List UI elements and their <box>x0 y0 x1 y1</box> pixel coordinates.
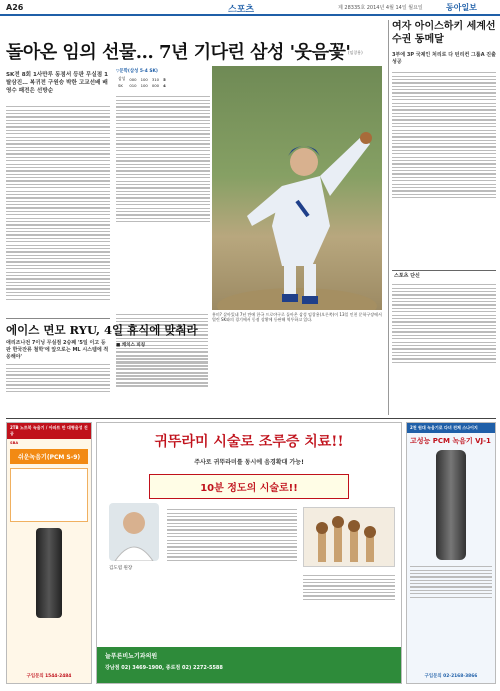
ad-right-specs <box>410 564 492 634</box>
second-headline: 에이스 면모 RYU, 4일 휴식에 맞춰라 <box>6 323 198 337</box>
table-row: 삼성 000 100 310 5 <box>118 76 166 82</box>
recorder-device-icon <box>436 450 466 560</box>
ad-center-footer <box>97 647 401 683</box>
ad-center-clinic[interactable] <box>96 422 402 684</box>
recorder-device-icon <box>36 528 62 618</box>
ad-left-brand: SBA <box>10 441 19 445</box>
ad-center-subhead: 주사로 귀뚜라미를 동시에 음경확대 가능! <box>194 459 304 466</box>
scoreboard-column <box>116 68 210 308</box>
second-lead: 애리조나전 7이닝 무실점 2승째 '5일 이고 등판 한국잔류 철학'에 앞으로는 ML 시스템에 적응해야' <box>6 340 109 360</box>
date-line: 제 28335호 2014년 4월 14일 월요일 <box>338 5 423 11</box>
ad-right-top: 2천 원대 녹음기로 다녀 전체 스나이지 <box>407 423 495 433</box>
ad-center-copy-2 <box>303 573 395 629</box>
score-heading: ▽문학(삼성 5-4 SK) <box>116 69 158 74</box>
main-headline: 돌아온 임의 선물… 7년 기다린 삼성 '웃음꽃' <box>6 42 351 63</box>
news-briefs <box>392 282 496 412</box>
ad-center-headline: 귀뚜라미 시술로 조루증 치료!! <box>154 434 344 450</box>
score-table <box>116 76 168 88</box>
photo-caption: 흥미? 살아있네 7년 만에 한국 프로야구로 돌아온 삼성 임창용(오른쪽)이 13일 인천 문학구장에서 열린 SK와의 경기에서 동점 상황에 등판해 역투하고 있다. <box>212 312 382 323</box>
kicker-rule <box>392 270 496 271</box>
clinic-phone: 강남점 02) 3469-1900, 종로점 02) 2272-5588 <box>105 665 223 671</box>
page-header <box>0 0 500 16</box>
sidebar-body <box>392 70 496 270</box>
section-title: 스포츠 <box>228 5 255 15</box>
publisher-logo: 동아일보 <box>446 3 477 12</box>
second-body-col1 <box>6 362 110 412</box>
doctor-photo <box>109 503 159 561</box>
ad-center-copy <box>167 507 297 617</box>
ad-left-phone: 구입문의 1544-2484 <box>26 674 72 679</box>
box-scores <box>116 94 210 294</box>
main-lead: SK전 8회 1사만루 동점서 등판 무실점 1탈삼진… 복귀전 구원승 박한 고교선배 배영수 패전은 선방순 <box>6 72 108 94</box>
ad-center-diagram <box>303 507 395 567</box>
table-row: SK 010 100 000 4 <box>118 82 166 88</box>
doctor-name: 김도엽 원장 <box>109 566 133 571</box>
pitcher-photo <box>212 66 382 310</box>
ad-right-recorder[interactable] <box>406 422 496 684</box>
second-body-col2 <box>116 350 208 412</box>
ad-right-title: 고성능 PCM 녹음기 VJ-1 <box>410 437 491 445</box>
ad-left-top: 2TB 노트북 녹음기 / 아파트 만 대형음성 진공 <box>7 423 91 439</box>
second-kicker: ■ 캐치스 피칭 <box>116 343 146 348</box>
story-rule <box>6 318 110 319</box>
column-divider <box>388 20 389 415</box>
clinic-name: 늘푸른비뇨기과의원 <box>105 653 158 660</box>
ad-separator <box>6 418 496 419</box>
page-number: A26 <box>6 3 24 12</box>
ad-left-title: 쉬운녹음기(PCM S-9) <box>10 449 88 464</box>
pitcher-figure <box>212 66 382 310</box>
ad-center-banner: 10분 정도의 시술로!! <box>149 474 349 499</box>
ad-right-phone: 구입문의 02-2168-3866 <box>424 674 478 679</box>
ad-left-recorder[interactable] <box>6 422 92 684</box>
sidebar-headline: 여자 아이스하키 세계선수권 동메달 <box>392 21 496 45</box>
headline-byline: (임창용) <box>348 50 363 55</box>
ad-left-features <box>10 468 88 522</box>
sidebar-kicker: 스포츠 단신 <box>394 273 420 279</box>
sidebar-subhead: 3부에 3P 국제인 처리로 다 턴리컨 그룹A 진출 성공 <box>392 52 496 65</box>
